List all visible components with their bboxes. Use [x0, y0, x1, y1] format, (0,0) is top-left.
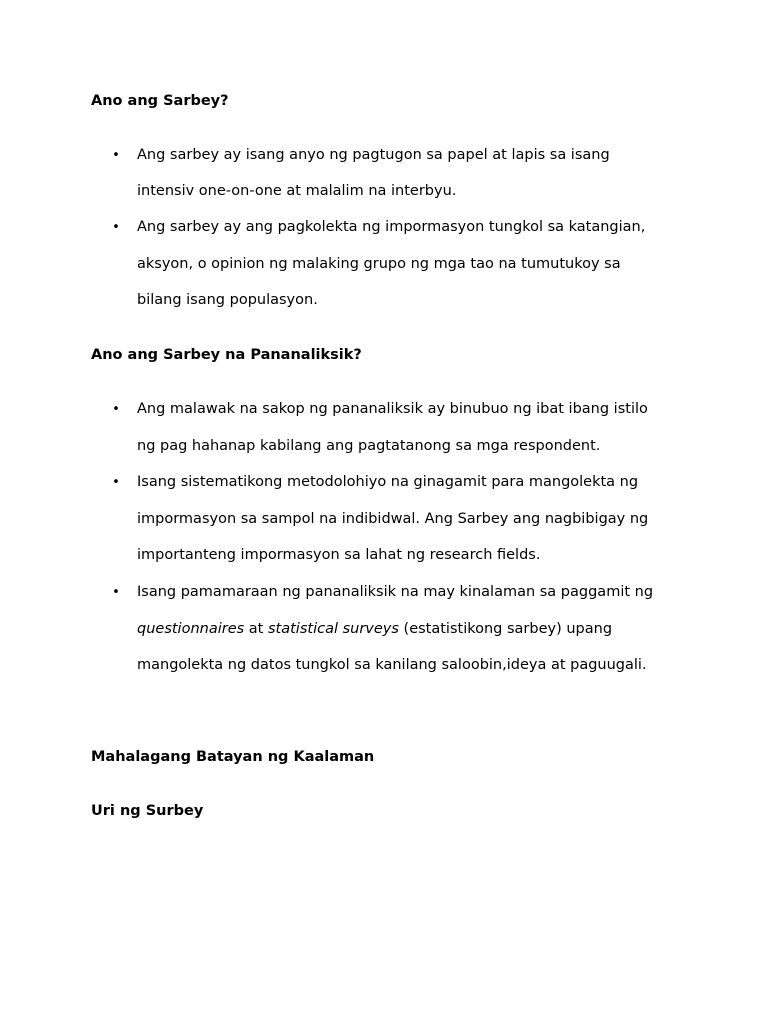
bullet-marker: • [112, 402, 120, 417]
bullet-1-line-1: Ang sarbey ay isang anyo ng pagtugon sa papel at lapis sa isang [137, 147, 610, 163]
bullet-5-line-2 [137, 620, 612, 638]
section-heading-3: Mahalagang Batayan ng Kaalaman [91, 749, 375, 765]
bullet-marker: • [112, 585, 120, 600]
bullet-marker: • [112, 148, 120, 163]
connector-text: at [244, 621, 268, 637]
bullet-2-line-1: Ang sarbey ay ang pagkolekta ng impormasyon tungkol sa katangian, [137, 219, 646, 235]
bullet-5-line-3: mangolekta ng datos tungkol sa kanilang saloobin,ideya at paguugali. [137, 657, 647, 673]
bullet-2-line-2: aksyon, o opinion ng malaking grupo ng mga tao na tumutukoy sa [137, 256, 621, 272]
italic-term-statistical-surveys: statistical surveys [267, 621, 399, 637]
bullet-4-line-2: impormasyon sa sampol na indibidwal. Ang Sarbey ang nagbibigay ng [137, 511, 649, 527]
bullet-4-line-1: Isang sistematikong metodolohiyo na ginagamit para mangolekta ng [137, 474, 639, 490]
bullet-marker: • [112, 220, 120, 235]
section-heading-1: Ano ang Sarbey? [91, 93, 229, 109]
bullet-2-line-3: bilang isang populasyon. [137, 292, 318, 308]
trailing-text: (estatistikong sarbey) upang [398, 621, 613, 637]
bullet-marker: • [112, 475, 120, 490]
bullet-3-line-1: Ang malawak na sakop ng pananaliksik ay binubuo ng ibat ibang istilo [137, 401, 648, 417]
bullet-1-line-2: intensiv one-on-one at malalim na interbyu. [137, 183, 457, 199]
bullet-3-line-2: ng pag hahanap kabilang ang pagtatanong sa mga respondent. [137, 438, 601, 454]
section-heading-4: Uri ng Surbey [91, 803, 204, 819]
bullet-4-line-3: importanteng impormasyon sa lahat ng research fields. [137, 547, 541, 563]
italic-term-questionnaires: questionnaires [137, 621, 245, 637]
section-heading-2: Ano ang Sarbey na Pananaliksik? [91, 347, 362, 363]
bullet-5-line-1: Isang pamamaraan ng pananaliksik na may kinalaman sa paggamit ng [137, 584, 654, 600]
